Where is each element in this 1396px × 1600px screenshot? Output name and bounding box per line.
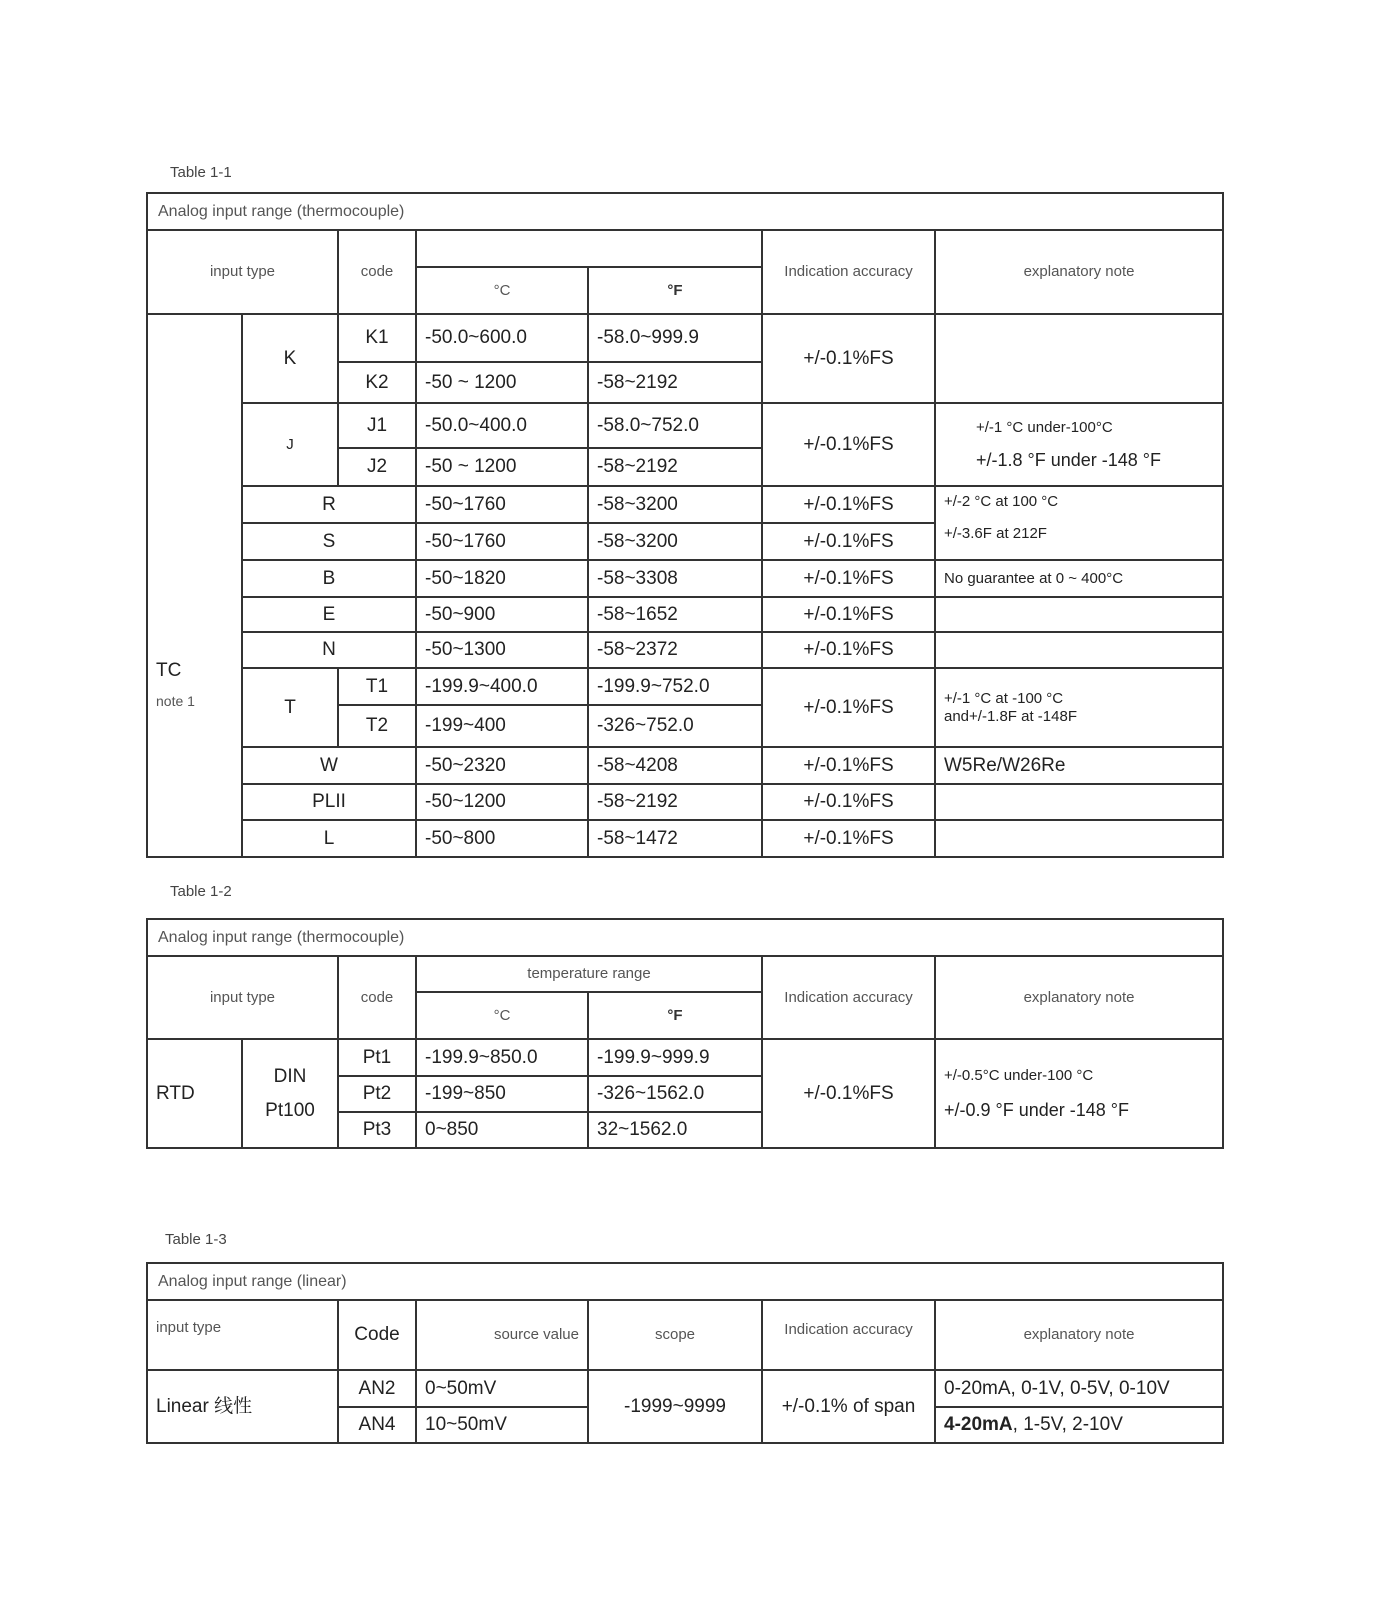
table1-tc-group bbox=[147, 314, 242, 857]
t-note bbox=[935, 668, 1223, 747]
table1 bbox=[146, 192, 1224, 858]
l-type: L bbox=[242, 820, 416, 857]
table2-title: Analog input range (thermocouple) bbox=[147, 919, 1223, 956]
e-fahrenheit: -58~1652 bbox=[588, 597, 762, 632]
an4-note-rest: , 1-5V, 2-10V bbox=[1012, 1414, 1123, 1435]
b-accuracy: +/-0.1%FS bbox=[762, 560, 935, 597]
r-type: R bbox=[242, 486, 416, 523]
t-note-text: +/-1 °C at -100 °C and+/-1.8F at -148F bbox=[944, 689, 1077, 725]
table3-caption: Table 1-3 bbox=[165, 1231, 227, 1248]
plii-accuracy: +/-0.1%FS bbox=[762, 784, 935, 820]
s-type: S bbox=[242, 523, 416, 560]
table2-header-input-type: input type bbox=[147, 956, 338, 1039]
k-note bbox=[935, 314, 1223, 403]
table3-header-accuracy: Indication accuracy bbox=[762, 1300, 935, 1370]
n-type: N bbox=[242, 632, 416, 668]
table1-caption: Table 1-1 bbox=[170, 164, 232, 181]
pt3-fahrenheit: 32~1562.0 bbox=[588, 1112, 762, 1148]
b-celsius: -50~1820 bbox=[416, 560, 588, 597]
k1-code: K1 bbox=[338, 314, 416, 362]
j-note-line2: +/-1.8 °F under -148 °F bbox=[976, 449, 1161, 470]
tc-note-label: note 1 bbox=[156, 692, 195, 709]
j-note bbox=[935, 403, 1223, 486]
n-fahrenheit: -58~2372 bbox=[588, 632, 762, 668]
pt2-fahrenheit: -326~1562.0 bbox=[588, 1076, 762, 1112]
j1-code: J1 bbox=[338, 403, 416, 448]
w-note: W5Re/W26Re bbox=[935, 747, 1223, 784]
table3-header-note: explanatory note bbox=[935, 1300, 1223, 1370]
pt2-code: Pt2 bbox=[338, 1076, 416, 1112]
din-label: DIN bbox=[273, 1065, 307, 1087]
s-accuracy: +/-0.1%FS bbox=[762, 523, 935, 560]
j-type: J bbox=[242, 403, 338, 486]
table1-header-fahrenheit: °F bbox=[588, 267, 762, 314]
pt100-label: Pt100 bbox=[265, 1099, 315, 1121]
j2-code: J2 bbox=[338, 448, 416, 486]
j2-celsius: -50 ~ 1200 bbox=[416, 448, 588, 486]
w-type: W bbox=[242, 747, 416, 784]
s-fahrenheit: -58~3200 bbox=[588, 523, 762, 560]
table2-caption: Table 1-2 bbox=[170, 883, 232, 900]
n-celsius: -50~1300 bbox=[416, 632, 588, 668]
table1-header-code: code bbox=[338, 230, 416, 314]
linear-scope: -1999~9999 bbox=[588, 1370, 762, 1443]
table1-title: Analog input range (thermocouple) bbox=[147, 193, 1223, 230]
l-celsius: -50~800 bbox=[416, 820, 588, 857]
t2-code: T2 bbox=[338, 705, 416, 747]
w-fahrenheit: -58~4208 bbox=[588, 747, 762, 784]
rs-note-line1: +/-2 °C at 100 °C bbox=[944, 493, 1059, 510]
k2-code: K2 bbox=[338, 362, 416, 403]
k2-fahrenheit: -58~2192 bbox=[588, 362, 762, 403]
l-accuracy: +/-0.1%FS bbox=[762, 820, 935, 857]
table2-header-note: explanatory note bbox=[935, 956, 1223, 1039]
table1-header-input-type: input type bbox=[147, 230, 338, 314]
t1-celsius: -199.9~400.0 bbox=[416, 668, 588, 705]
t-type: T bbox=[242, 668, 338, 747]
linear-label: Linear 线性 bbox=[147, 1370, 338, 1443]
b-fahrenheit: -58~3308 bbox=[588, 560, 762, 597]
an4-note bbox=[935, 1407, 1223, 1443]
table1-header-accuracy: Indication accuracy bbox=[762, 230, 935, 314]
j2-fahrenheit: -58~2192 bbox=[588, 448, 762, 486]
j-note-line1: +/-1 °C under-100°C bbox=[976, 418, 1113, 436]
rtd-label: RTD bbox=[147, 1039, 242, 1148]
rtd-note-line2: +/-0.9 °F under -148 °F bbox=[944, 1099, 1129, 1120]
s-celsius: -50~1760 bbox=[416, 523, 588, 560]
k1-fahrenheit: -58.0~999.9 bbox=[588, 314, 762, 362]
table1-header-range-blank bbox=[416, 230, 762, 267]
an2-source: 0~50mV bbox=[416, 1370, 588, 1407]
an4-source: 10~50mV bbox=[416, 1407, 588, 1443]
l-fahrenheit: -58~1472 bbox=[588, 820, 762, 857]
table2-header-range: temperature range bbox=[416, 956, 762, 992]
n-note bbox=[935, 632, 1223, 668]
e-accuracy: +/-0.1%FS bbox=[762, 597, 935, 632]
table1-header-note: explanatory note bbox=[935, 230, 1223, 314]
b-note: No guarantee at 0 ~ 400°C bbox=[935, 560, 1223, 597]
table3 bbox=[146, 1262, 1224, 1444]
linear-accuracy: +/-0.1% of span bbox=[762, 1370, 935, 1443]
tc-label: TC bbox=[156, 659, 182, 681]
j1-fahrenheit: -58.0~752.0 bbox=[588, 403, 762, 448]
rs-note-line2: +/-3.6F at 212F bbox=[944, 525, 1047, 542]
t1-code: T1 bbox=[338, 668, 416, 705]
rtd-note-line1: +/-0.5°C under-100 °C bbox=[944, 1066, 1094, 1084]
an4-note-bold: 4-20mA bbox=[944, 1414, 1013, 1435]
plii-note bbox=[935, 784, 1223, 820]
an4-code: AN4 bbox=[338, 1407, 416, 1443]
t-accuracy: +/-0.1%FS bbox=[762, 668, 935, 747]
b-type: B bbox=[242, 560, 416, 597]
pt1-fahrenheit: -199.9~999.9 bbox=[588, 1039, 762, 1076]
j1-celsius: -50.0~400.0 bbox=[416, 403, 588, 448]
pt2-celsius: -199~850 bbox=[416, 1076, 588, 1112]
e-note bbox=[935, 597, 1223, 632]
plii-celsius: -50~1200 bbox=[416, 784, 588, 820]
plii-fahrenheit: -58~2192 bbox=[588, 784, 762, 820]
t2-fahrenheit: -326~752.0 bbox=[588, 705, 762, 747]
pt1-code: Pt1 bbox=[338, 1039, 416, 1076]
r-fahrenheit: -58~3200 bbox=[588, 486, 762, 523]
pt1-celsius: -199.9~850.0 bbox=[416, 1039, 588, 1076]
rtd-note bbox=[935, 1039, 1223, 1148]
k1-celsius: -50.0~600.0 bbox=[416, 314, 588, 362]
an2-note: 0-20mA, 0-1V, 0-5V, 0-10V bbox=[935, 1370, 1223, 1407]
t1-fahrenheit: -199.9~752.0 bbox=[588, 668, 762, 705]
n-accuracy: +/-0.1%FS bbox=[762, 632, 935, 668]
plii-type: PLII bbox=[242, 784, 416, 820]
din-pt100-label bbox=[242, 1039, 338, 1148]
pt3-code: Pt3 bbox=[338, 1112, 416, 1148]
rs-note bbox=[935, 486, 1223, 560]
k-type: K bbox=[242, 314, 338, 403]
table2-header-celsius: °C bbox=[416, 992, 588, 1039]
table2 bbox=[146, 918, 1224, 1149]
e-celsius: -50~900 bbox=[416, 597, 588, 632]
t2-celsius: -199~400 bbox=[416, 705, 588, 747]
table3-title: Analog input range (linear) bbox=[147, 1263, 1223, 1300]
an2-code: AN2 bbox=[338, 1370, 416, 1407]
r-celsius: -50~1760 bbox=[416, 486, 588, 523]
table2-header-fahrenheit: °F bbox=[588, 992, 762, 1039]
r-accuracy: +/-0.1%FS bbox=[762, 486, 935, 523]
w-celsius: -50~2320 bbox=[416, 747, 588, 784]
k-accuracy: +/-0.1%FS bbox=[762, 314, 935, 403]
j-accuracy: +/-0.1%FS bbox=[762, 403, 935, 486]
w-accuracy: +/-0.1%FS bbox=[762, 747, 935, 784]
table1-header-celsius: °C bbox=[416, 267, 588, 314]
e-type: E bbox=[242, 597, 416, 632]
table3-header-input-type: input type bbox=[147, 1300, 338, 1370]
table3-header-scope: scope bbox=[588, 1300, 762, 1370]
table3-header-code: Code bbox=[338, 1300, 416, 1370]
table3-header-source: source value bbox=[416, 1300, 588, 1370]
l-note bbox=[935, 820, 1223, 857]
table2-header-code: code bbox=[338, 956, 416, 1039]
k2-celsius: -50 ~ 1200 bbox=[416, 362, 588, 403]
pt3-celsius: 0~850 bbox=[416, 1112, 588, 1148]
table2-header-accuracy: Indication accuracy bbox=[762, 956, 935, 1039]
rtd-accuracy: +/-0.1%FS bbox=[762, 1039, 935, 1148]
